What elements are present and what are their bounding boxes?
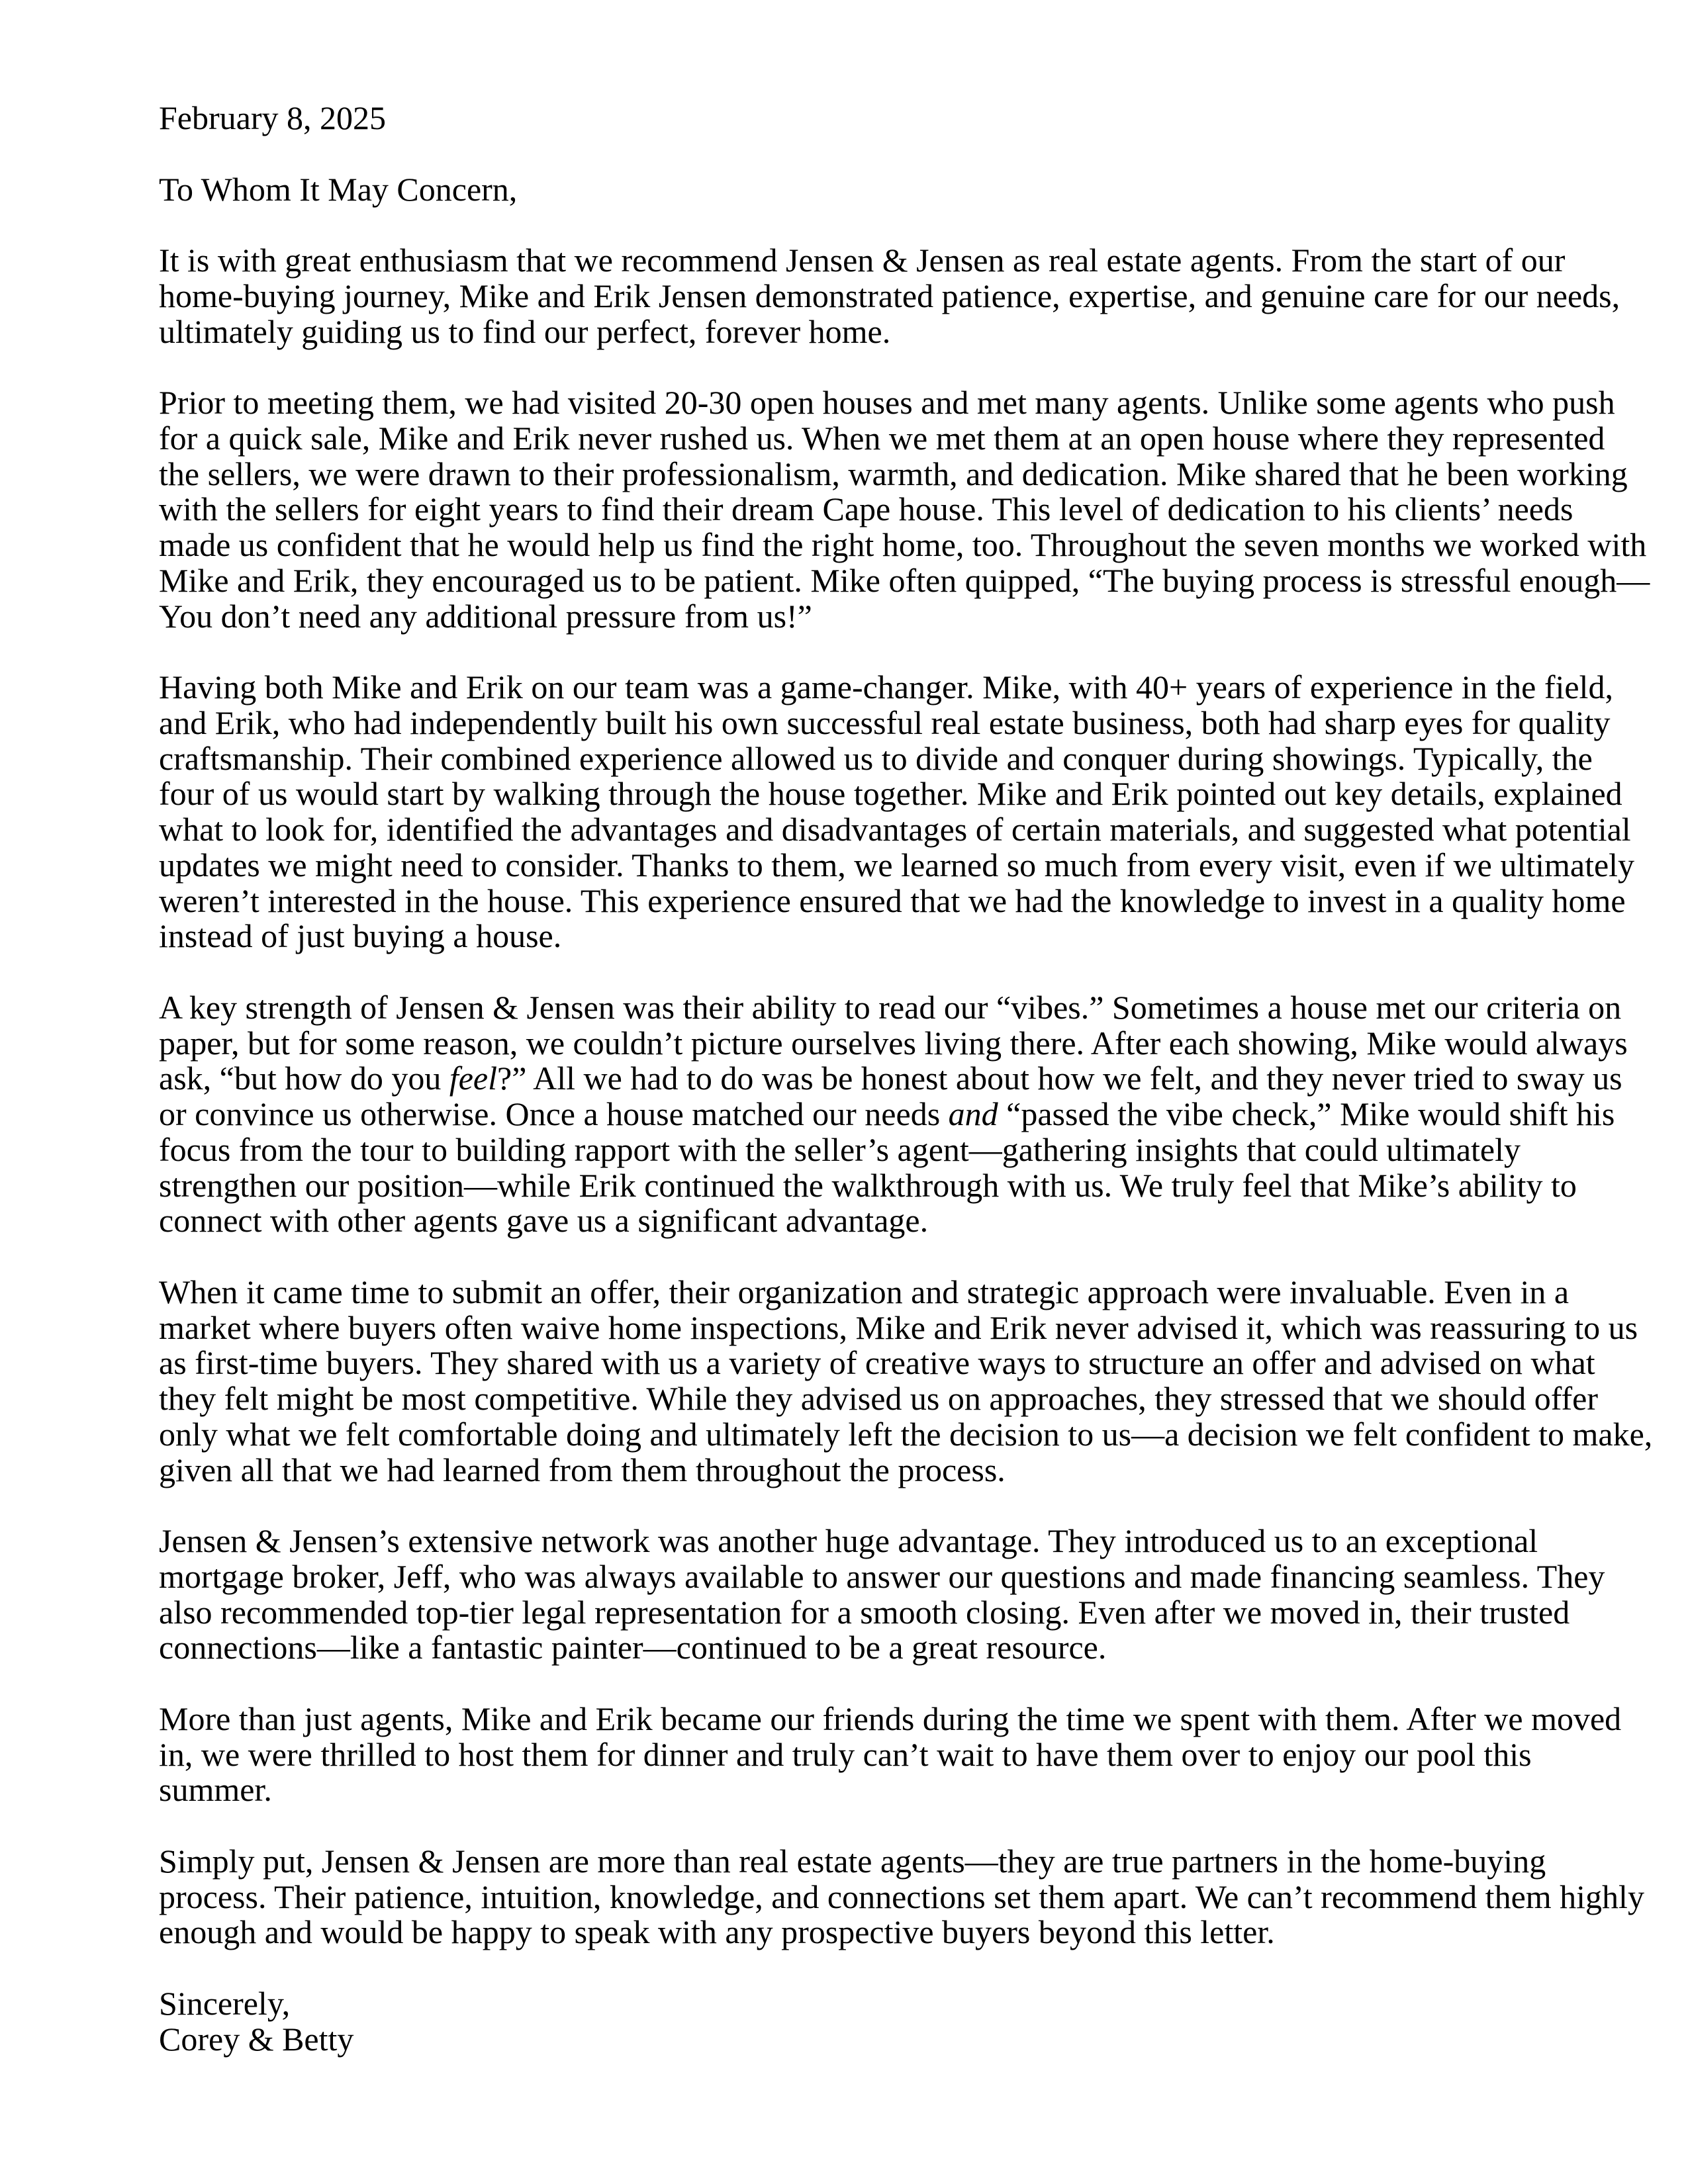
paragraph-line [159, 457, 1628, 490]
paragraph-line [159, 775, 1622, 813]
paragraph-line [159, 1702, 1621, 1735]
paragraph-line [159, 917, 562, 955]
paragraph-line [159, 1844, 1546, 1878]
text-run: also recommended top-tier legal representation for a smooth closing. Even after we moved in, their trusted [159, 1593, 1570, 1631]
text-run: Jensen & Jensen’s extensive network was another huge advantage. They introduced us to an exceptional [159, 1522, 1538, 1559]
paragraph-line [159, 1062, 1622, 1095]
text-run: A key strength of Jensen & Jensen was their ability to read our “vibes.” Sometimes a house met our criteria on [159, 988, 1622, 1026]
text-run: process. Their patience, intuition, knowledge, and connections set them apart. We can’t recommend them highly [159, 1878, 1644, 1915]
paragraph-line [159, 1415, 1653, 1453]
text-run: ask, “but how do you [159, 1060, 449, 1097]
text-run: as first-time buyers. They shared with us a variety of creative ways to structure an offer and advised on what [159, 1344, 1595, 1382]
paragraph-line [159, 1593, 1570, 1631]
paragraph-line [159, 988, 1622, 1026]
text-run: and Erik, who had independently built his own successful real estate business, both had sharp eyes for quality [159, 704, 1611, 741]
paragraph-line [159, 1130, 1521, 1168]
text-run: craftsmanship. Their combined experience allowed us to divide and conquer during showings. Typically, the [159, 739, 1593, 777]
paragraph-line [159, 1275, 1569, 1308]
paragraph-line [159, 1026, 1628, 1060]
text-run: only what we felt comfortable doing and ultimately left the decision to us—a decision we felt confident to make, [159, 1415, 1653, 1453]
text-run: ultimately guiding us to find our perfect, forever home. [159, 312, 891, 350]
text-run: the sellers, we were drawn to their professionalism, warmth, and dedication. Mike shared that he been working [159, 455, 1628, 492]
text-run: market where buyers often waive home inspections, Mike and Erik never advised it, which was reassuring to us [159, 1308, 1638, 1346]
text-run: in, we were thrilled to host them for dinner and truly can’t wait to have them over to enjoy our pool this [159, 1735, 1532, 1773]
paragraph-line [159, 1524, 1538, 1557]
paragraph-line [159, 739, 1593, 777]
text-run: ?” All we had to do was be honest about how we felt, and they never tried to sway us [497, 1060, 1622, 1097]
text-run: When it came time to submit an offer, their organization and strategic approach were invaluable. Even in a [159, 1273, 1570, 1310]
paragraph-line [159, 1308, 1638, 1346]
paragraph-line [159, 490, 1573, 528]
paragraph-line [159, 1166, 1577, 1204]
letter-salutation: To Whom It May Concern, [159, 170, 518, 208]
emphasis-text: feel [449, 1060, 498, 1097]
emphasis-text: and [948, 1095, 998, 1132]
paragraph-line [159, 813, 1631, 846]
text-run: they felt might be most competitive. While they advised us on approaches, they stressed that we should offer [159, 1380, 1599, 1417]
text-run: paper, but for some reason, we couldn’t picture ourselves living there. After each showing, Mike would always [159, 1024, 1628, 1062]
text-run: or convince us otherwise. Once a house matched our needs [159, 1095, 949, 1132]
paragraph-line [159, 1344, 1595, 1382]
paragraph-line [159, 706, 1611, 739]
text-run: with the sellers for eight years to find their dream Cape house. This level of dedication to his clients’ needs [159, 490, 1573, 528]
text-run: updates we might need to consider. Thanks to them, we learned so much from every visit, even if we ultimately [159, 846, 1635, 884]
text-run: for a quick sale, Mike and Erik never rushed us. When we met them at an open house where they represented [159, 419, 1605, 457]
paragraph-line [159, 244, 1565, 277]
paragraph-line [159, 670, 1613, 704]
paragraph-line [159, 884, 1626, 917]
paragraph-line [159, 1631, 1106, 1664]
text-run: mortgage broker, Jeff, who was always available to answer our questions and made financing seamless. They [159, 1557, 1605, 1595]
paragraph-line [159, 1771, 272, 1809]
text-run: Simply put, Jensen & Jensen are more than real estate agents—they are true partners in the home-buying [159, 1842, 1546, 1880]
paragraph-line [159, 561, 1650, 599]
text-run: Having both Mike and Erik on our team was a game-changer. Mike, with 40+ years of experience in the field, [159, 668, 1613, 705]
text-run: four of us would start by walking through the house together. Mike and Erik pointed out key details, explained [159, 775, 1622, 813]
text-run: connections—like a fantastic painter—continued to be a great resource. [159, 1629, 1107, 1666]
text-run: home-buying journey, Mike and Erik Jensen demonstrated patience, expertise, and genuine care for our needs, [159, 277, 1620, 314]
paragraph-line [159, 1202, 929, 1240]
paragraph-line [159, 1913, 1275, 1951]
paragraph-line [159, 1453, 1006, 1486]
letter-signature: Corey & Betty [159, 2020, 354, 2058]
paragraph-line [159, 1382, 1598, 1415]
paragraph-line [159, 528, 1646, 561]
text-run: More than just agents, Mike and Erik became our friends during the time we spent with them. After we moved [159, 1700, 1622, 1737]
letter-date: February 8, 2025 [159, 99, 386, 136]
paragraph-line [159, 597, 812, 635]
text-run: Prior to meeting them, we had visited 20-30 open houses and met many agents. Unlike some agents who push [159, 384, 1615, 421]
text-run: summer. [159, 1771, 272, 1809]
text-run: instead of just buying a house. [159, 917, 562, 955]
text-run: enough and would be happy to speak with any prospective buyers beyond this letter. [159, 1913, 1275, 1951]
letter-closing: Sincerely, [159, 1984, 291, 2022]
text-run: weren’t interested in the house. This experience ensured that we had the knowledge to invest in a quality home [159, 882, 1626, 919]
text-run: made us confident that he would help us find the right home, too. Throughout the seven months we worked with [159, 526, 1647, 563]
text-run: focus from the tour to building rapport with the seller’s agent—gathering insights that could ultimately [159, 1130, 1521, 1168]
paragraph-line [159, 1097, 1615, 1130]
text-run: You don’t need any additional pressure from us!” [159, 597, 812, 635]
text-run: connect with other agents gave us a significant advantage. [159, 1202, 929, 1240]
text-run: “passed the vibe check,” Mike would shift his [998, 1095, 1615, 1132]
paragraph-line [159, 1557, 1605, 1595]
text-run: strengthen our position—while Erik continued the walkthrough with us. We truly feel that Mike’s ability to [159, 1166, 1577, 1204]
paragraph-line [159, 1880, 1644, 1913]
paragraph-line [159, 1735, 1532, 1773]
text-run: Mike and Erik, they encouraged us to be patient. Mike often quipped, “The buying process is stressful enough— [159, 561, 1650, 599]
paragraph-line [159, 312, 891, 350]
text-run: given all that we had learned from them throughout the process. [159, 1451, 1006, 1488]
paragraph-line [159, 848, 1634, 882]
paragraph-line [159, 279, 1620, 312]
paragraph-line [159, 419, 1605, 457]
text-run: It is with great enthusiasm that we recommend Jensen & Jensen as real estate agents. From the start of our [159, 242, 1566, 279]
text-run: what to look for, identified the advantages and disadvantages of certain materials, and suggested what potential [159, 811, 1631, 848]
paragraph-line [159, 386, 1615, 419]
